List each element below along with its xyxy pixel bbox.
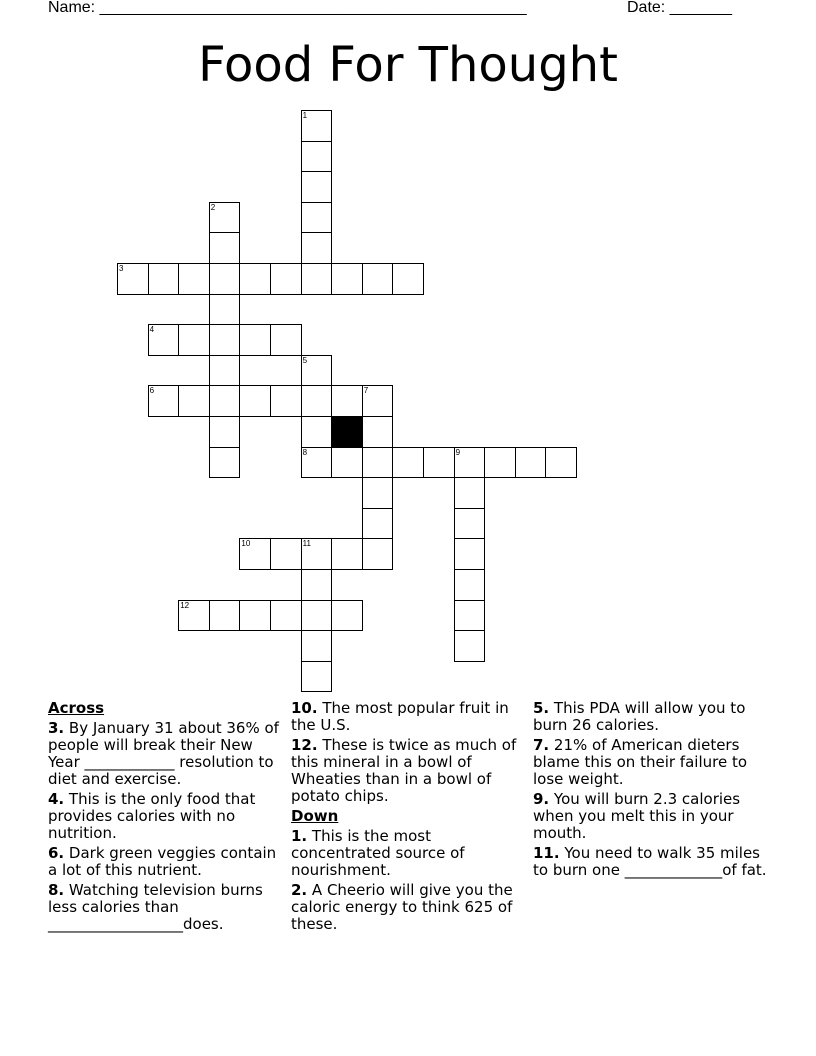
clue-number: 11 [302, 539, 311, 549]
crossword-cell[interactable] [178, 600, 210, 632]
crossword-cell[interactable] [362, 508, 394, 540]
crossword-cell[interactable] [239, 263, 271, 295]
crossword-cell[interactable] [209, 447, 241, 479]
crossword-cell[interactable] [178, 263, 210, 295]
date-field-label[interactable]: Date: _______ [627, 0, 732, 16]
crossword-cell[interactable] [209, 294, 241, 326]
crossword-cell[interactable] [209, 324, 241, 356]
crossword-cell[interactable] [362, 447, 394, 479]
crossword-cell[interactable] [270, 263, 302, 295]
crossword-cell[interactable] [301, 232, 333, 264]
crossword-cell[interactable] [545, 447, 577, 479]
crossword-cell[interactable] [148, 385, 180, 417]
crossword-cell[interactable] [454, 447, 486, 479]
crossword-cell[interactable] [484, 447, 516, 479]
crossword-cell[interactable] [301, 141, 333, 173]
crossword-cell[interactable] [239, 600, 271, 632]
crossword-cell[interactable] [270, 324, 302, 356]
clue-down-2: 2. A Cheerio will give you the caloric energy to think 625 of these. [291, 881, 513, 933]
crossword-cell[interactable] [515, 447, 547, 479]
clue-number: 12 [180, 600, 190, 610]
crossword-cell[interactable] [148, 263, 180, 295]
crossword-cell[interactable] [454, 600, 486, 632]
clue-number: 3 [119, 264, 124, 273]
clue-number: 2 [210, 202, 216, 212]
clue-number: 1 [302, 111, 308, 120]
crossword-cell[interactable] [454, 569, 486, 601]
clue-across-6: 6. Dark green veggies contain a lot of this nutrient. [48, 844, 277, 879]
clue-across-12: 12. These is twice as much of this mineral in a bowl of Wheaties than in a bowl of potato chips. [291, 736, 517, 805]
crossword-cell[interactable] [270, 538, 302, 570]
crossword-cell[interactable] [301, 385, 333, 417]
clue-number: 6 [149, 386, 155, 396]
crossword-cell[interactable] [178, 385, 210, 417]
clue-number: 8 [302, 447, 308, 457]
clue-down-7: 7. 21% of American dieters blame this on their failure to lose weight. [533, 736, 748, 788]
crossword-cell[interactable] [301, 416, 333, 448]
crossword-cell[interactable] [301, 110, 333, 142]
down-heading: Down [291, 807, 339, 825]
crossword-cell[interactable] [270, 600, 302, 632]
clue-number: 10 [241, 539, 251, 549]
crossword-cell[interactable] [301, 569, 333, 601]
crossword-cell[interactable] [239, 385, 271, 417]
clue-number: 4 [149, 325, 155, 335]
crossword-cell[interactable] [239, 324, 271, 356]
crossword-cell[interactable] [209, 385, 241, 417]
crossword-cell[interactable] [270, 385, 302, 417]
crossword-cell[interactable] [301, 171, 333, 203]
crossword-cell[interactable] [392, 263, 424, 295]
page-title: Food For Thought [198, 37, 618, 93]
crossword-cell[interactable] [454, 477, 486, 509]
crossword-cell[interactable] [454, 538, 486, 570]
across-heading: Across [48, 699, 105, 717]
crossword-cell[interactable] [331, 538, 363, 570]
clue-column-1 [48, 700, 286, 936]
name-field-label[interactable]: Name: ________________________________________________ [48, 0, 527, 16]
crossword-cell[interactable] [209, 355, 241, 387]
clue-down-5: 5. This PDA will allow you to burn 26 calories. [533, 699, 746, 734]
crossword-cell[interactable] [301, 447, 333, 479]
clue-down-1: 1. This is the most concentrated source of nourishment. [291, 827, 465, 879]
crossword-cell[interactable] [454, 630, 486, 662]
clue-down-11: 11. You need to walk 35 miles to burn one _____________of fat. [533, 844, 767, 879]
crossword-cell[interactable] [209, 263, 241, 295]
crossword-cell[interactable] [301, 630, 333, 662]
clue-down-9: 9. You will burn 2.3 calories when you melt this in your mouth. [533, 790, 741, 842]
crossword-cell[interactable] [331, 263, 363, 295]
crossword-cell[interactable] [301, 263, 333, 295]
crossword-cell[interactable] [301, 538, 333, 570]
crossword-cell[interactable] [362, 538, 394, 570]
crossword-cell[interactable] [331, 600, 363, 632]
crossword-cell[interactable] [454, 508, 486, 540]
crossword-cell[interactable] [301, 600, 333, 632]
crossword-cell[interactable] [331, 385, 363, 417]
black-square [331, 416, 363, 448]
clue-number: 9 [455, 447, 461, 457]
clue-across-8: 8. Watching television burns less calories than __________________does. [48, 881, 263, 933]
crossword-cell[interactable] [209, 416, 241, 448]
clue-number: 7 [363, 386, 369, 396]
crossword-cell[interactable] [362, 263, 394, 295]
crossword-cell[interactable] [362, 477, 394, 509]
clue-across-3: 3. By January 31 about 36% of people will break their New Year ____________ resolution to diet and exercise. [48, 719, 279, 788]
clue-column-3 [533, 700, 771, 882]
crossword-cell[interactable] [301, 355, 333, 387]
crossword-cell[interactable] [331, 447, 363, 479]
crossword-cell[interactable] [362, 416, 394, 448]
crossword-cell[interactable] [392, 447, 424, 479]
crossword-cell[interactable] [209, 202, 241, 234]
crossword-cell[interactable] [239, 538, 271, 570]
clue-across-10: 10. The most popular fruit in the U.S. [291, 699, 509, 734]
crossword-cell[interactable] [362, 385, 394, 417]
crossword-cell[interactable] [301, 661, 333, 693]
crossword-cell[interactable] [209, 600, 241, 632]
crossword-cell[interactable] [301, 202, 333, 234]
crossword-cell[interactable] [423, 447, 455, 479]
crossword-cell[interactable] [117, 263, 149, 295]
clue-across-4: 4. This is the only food that provides calories with no nutrition. [48, 790, 256, 842]
clue-number: 5 [302, 355, 308, 365]
crossword-cell[interactable] [148, 324, 180, 356]
crossword-cell[interactable] [209, 232, 241, 264]
crossword-cell[interactable] [178, 324, 210, 356]
clue-column-2 [291, 700, 529, 936]
